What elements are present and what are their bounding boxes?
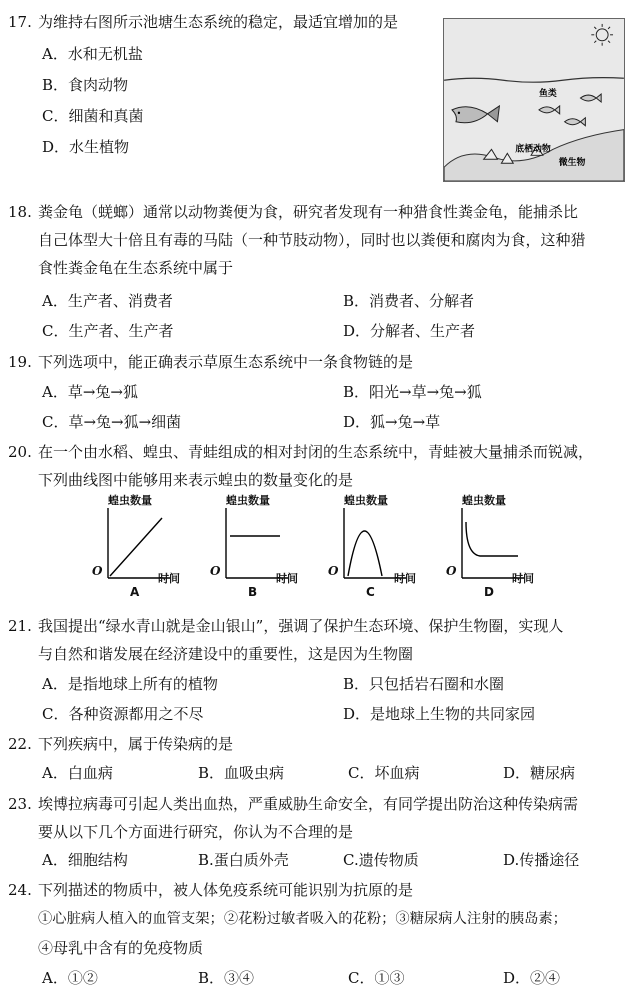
graph-origin: O bbox=[92, 564, 103, 578]
pond-illustration bbox=[444, 19, 624, 181]
question-stem-line-3: 食性粪金龟在生态系统中属于 bbox=[38, 259, 234, 277]
fish-icon bbox=[452, 94, 601, 126]
question-number: 22. bbox=[8, 735, 32, 753]
option-a[interactable]: A．水和无机盐 bbox=[42, 45, 143, 63]
question-24 bbox=[8, 878, 632, 998]
question-stem: 下列描述的物质中，被人体免疫系统可能识别为抗原的是 bbox=[38, 881, 414, 899]
graph-y-label: 蝗虫数量 bbox=[462, 494, 506, 507]
question-number: 18. bbox=[8, 203, 32, 221]
option-d[interactable]: D.传播途径 bbox=[503, 851, 580, 869]
graph-origin: O bbox=[446, 564, 457, 578]
option-c[interactable]: C．草→兔→狐→细菌 bbox=[42, 413, 182, 431]
question-stem-line-2: 自己体型大十倍且有毒的马陆（一种节肢动物），同时也以粪便和腐肉为食，这种猎 bbox=[38, 231, 586, 249]
graph-y-label: 蝗虫数量 bbox=[226, 494, 270, 507]
question-stem-line-2: 下列曲线图中能够用来表示蝗虫的数量变化的是 bbox=[38, 471, 354, 489]
option-a[interactable]: A．生产者、消费者 bbox=[42, 292, 173, 310]
graph-c[interactable] bbox=[326, 492, 426, 602]
question-23 bbox=[8, 792, 632, 876]
option-a[interactable]: A．白血病 bbox=[42, 764, 113, 782]
question-22 bbox=[8, 732, 632, 790]
question-items-line-2: ④母乳中含有的免疫物质 bbox=[38, 939, 204, 957]
question-number: 19. bbox=[8, 353, 32, 371]
graph-d[interactable] bbox=[444, 492, 544, 602]
option-d[interactable]: D．②④ bbox=[503, 969, 561, 987]
question-stem-line-1: 粪金龟（蜣螂）通常以动物粪便为食，研究者发现有一种猎食性粪金龟，能捕杀比 bbox=[38, 203, 579, 221]
graph-origin: O bbox=[328, 564, 339, 578]
option-b[interactable]: B．血吸虫病 bbox=[198, 764, 285, 782]
graph-letter: D bbox=[484, 585, 494, 599]
graph-x-label: 时间 bbox=[512, 572, 534, 585]
option-b[interactable]: B．只包括岩石圈和水圈 bbox=[343, 675, 505, 693]
option-c[interactable]: C．生产者、生产者 bbox=[42, 322, 174, 340]
graph-letter: A bbox=[130, 585, 140, 599]
question-stem-line-2: 要从以下几个方面进行研究，你认为不合理的是 bbox=[38, 823, 354, 841]
option-a[interactable]: A．细胞结构 bbox=[42, 851, 128, 869]
option-b[interactable]: B．阳光→草→兔→狐 bbox=[343, 383, 482, 401]
graph-letter: B bbox=[248, 585, 258, 599]
question-stem-line-2: 与自然和谐发展在经济建设中的重要性，这是因为生物圈 bbox=[38, 645, 414, 663]
option-c[interactable]: C．①③ bbox=[348, 969, 405, 987]
label-benthic-animals: 底栖动物 bbox=[515, 144, 551, 155]
graph-x-label: 时间 bbox=[158, 572, 180, 585]
question-number: 23. bbox=[8, 795, 32, 813]
option-c[interactable]: C．各种资源都用之不尽 bbox=[42, 705, 204, 723]
option-d[interactable]: D．糖尿病 bbox=[503, 764, 576, 782]
question-number: 24. bbox=[8, 881, 32, 899]
option-c[interactable]: C．细菌和真菌 bbox=[42, 107, 144, 125]
graph-b[interactable] bbox=[208, 492, 308, 602]
graph-y-label: 蝗虫数量 bbox=[108, 494, 152, 507]
question-number: 21. bbox=[8, 617, 32, 635]
option-b[interactable]: B．③④ bbox=[198, 969, 255, 987]
option-c[interactable]: C．坏血病 bbox=[348, 764, 420, 782]
question-stem: 为维持右图所示池塘生态系统的稳定，最适宜增加的是 bbox=[38, 13, 399, 31]
label-microorganisms: 微生物 bbox=[558, 158, 586, 169]
sun-icon bbox=[591, 24, 613, 46]
question-21 bbox=[8, 610, 632, 730]
option-b[interactable]: B.蛋白质外壳 bbox=[198, 851, 289, 869]
question-stem: 下列疾病中，属于传染病的是 bbox=[38, 735, 234, 753]
option-a[interactable]: A．草→兔→狐 bbox=[42, 383, 138, 401]
question-18 bbox=[8, 190, 632, 340]
option-d[interactable]: D．水生植物 bbox=[42, 138, 130, 156]
population-graphs bbox=[90, 492, 550, 602]
graph-letter: C bbox=[366, 585, 375, 599]
question-number: 17. bbox=[8, 13, 32, 31]
option-d[interactable]: D．狐→兔→草 bbox=[343, 413, 441, 431]
graph-x-label: 时间 bbox=[394, 572, 416, 585]
label-fish: 鱼类 bbox=[538, 89, 557, 100]
option-b[interactable]: B．消费者、分解者 bbox=[343, 292, 475, 310]
question-stem: 下列选项中，能正确表示草原生态系统中一条食物链的是 bbox=[38, 353, 414, 371]
graph-a[interactable] bbox=[90, 492, 190, 602]
graph-origin: O bbox=[210, 564, 221, 578]
option-d[interactable]: D．分解者、生产者 bbox=[343, 322, 476, 340]
graph-x-label: 时间 bbox=[276, 572, 298, 585]
option-d[interactable]: D．是地球上生物的共同家园 bbox=[343, 705, 536, 723]
question-stem-line-1: 埃博拉病毒可引起人类出血热，严重威胁生命安全，有同学提出防治这种传染病需 bbox=[38, 795, 579, 813]
question-19 bbox=[8, 350, 632, 440]
option-a[interactable]: A．①② bbox=[42, 969, 98, 987]
option-c[interactable]: C.遗传物质 bbox=[343, 851, 419, 869]
option-a[interactable]: A．是指地球上所有的植物 bbox=[42, 675, 218, 693]
question-items-line-1: ①心脏病人植入的血管支架；②花粉过敏者吸入的花粉；③糖尿病人注射的胰岛素； bbox=[38, 911, 567, 927]
option-b[interactable]: B．食肉动物 bbox=[42, 76, 129, 94]
graph-y-label: 蝗虫数量 bbox=[344, 494, 388, 507]
question-number: 20. bbox=[8, 443, 32, 461]
question-stem-line-1: 我国提出“绿水青山就是金山银山”，强调了保护生态环境、保护生物圈，实现人 bbox=[38, 617, 564, 635]
pond-ecosystem-figure bbox=[443, 18, 625, 182]
question-stem-line-1: 在一个由水稻、蝗虫、青蛙组成的相对封闭的生态系统中，青蛙被大量捕杀而锐减， bbox=[38, 443, 594, 461]
